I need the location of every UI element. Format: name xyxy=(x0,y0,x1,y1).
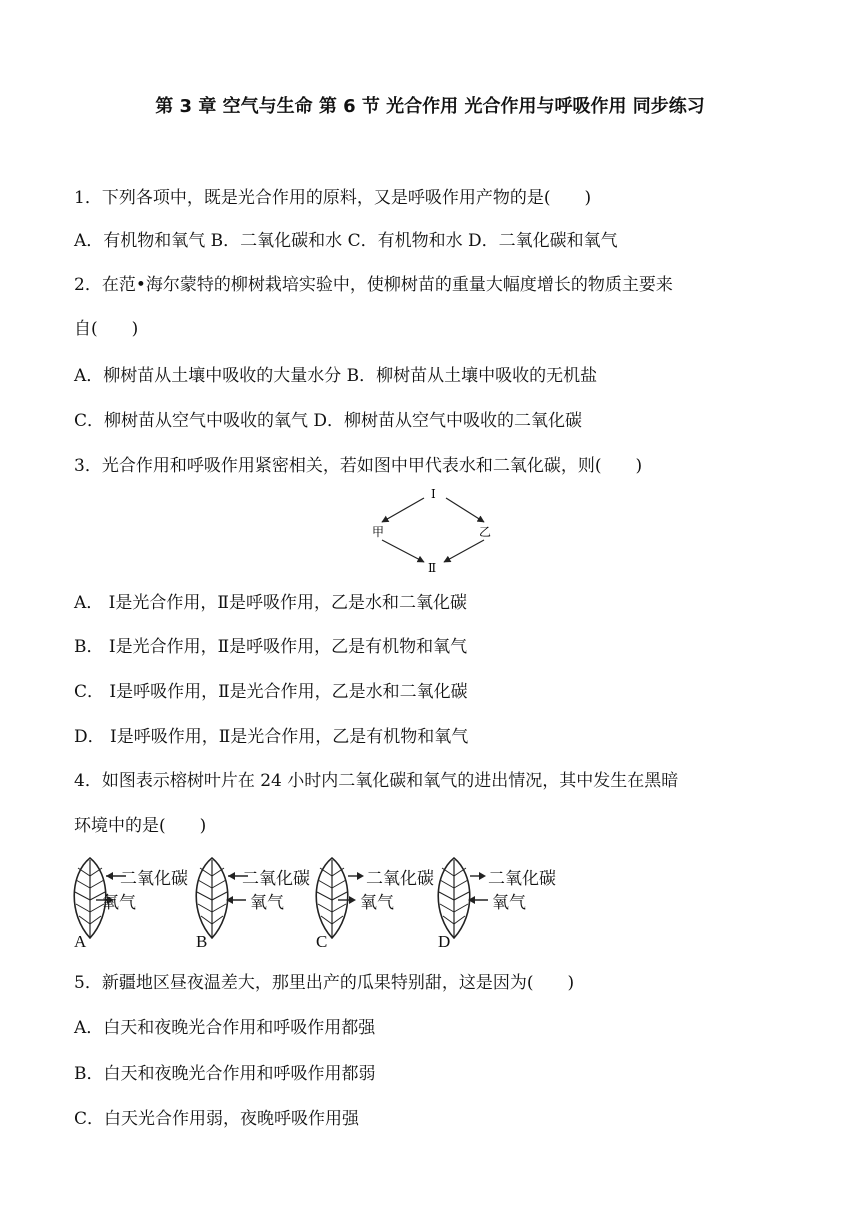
leaf-c-letter: C xyxy=(316,932,328,951)
question-3-stem: 3．光合作用和呼吸作用紧密相关，若如图中甲代表水和二氧化碳，则( ) xyxy=(74,456,643,476)
question-4-stem-cont: 环境中的是( ) xyxy=(74,816,207,836)
diagram-label-right: 乙 xyxy=(479,525,492,539)
diagram-label-bottom: Ⅱ xyxy=(428,561,437,574)
leaf-a-co2-label: 二氧化碳 xyxy=(120,869,188,889)
leaf-a-letter: A xyxy=(74,932,87,951)
question-3-option-c: C． Ⅰ是呼吸作用，Ⅱ是光合作用，乙是水和二氧化碳 xyxy=(74,682,468,702)
leaf-c-co2-label: 二氧化碳 xyxy=(366,869,434,889)
question-2-options-ab: A．柳树苗从土壤中吸收的大量水分 B．柳树苗从土壤中吸收的无机盐 xyxy=(74,366,598,386)
question-3-option-a: A． Ⅰ是光合作用，Ⅱ是呼吸作用，乙是水和二氧化碳 xyxy=(74,593,467,613)
leaf-d-o2-label: 氧气 xyxy=(492,893,526,913)
question-5-option-c: C．白天光合作用弱，夜晚呼吸作用强 xyxy=(74,1109,360,1129)
question-1-stem: 1．下列各项中，既是光合作用的原料，又是呼吸作用产物的是( ) xyxy=(74,188,592,208)
arrow-top-right xyxy=(446,498,484,522)
question-2-options-cd: C．柳树苗从空气中吸收的氧气 D．柳树苗从空气中吸收的二氧化碳 xyxy=(74,411,583,431)
question-3-option-b: B． Ⅰ是光合作用，Ⅱ是呼吸作用，乙是有机物和氧气 xyxy=(74,637,468,657)
question-5-option-b: B．白天和夜晚光合作用和呼吸作用都弱 xyxy=(74,1064,376,1084)
arrow-top-left xyxy=(382,498,424,522)
page-title: 第 3 章 空气与生命 第 6 节 光合作用 光合作用与呼吸作用 同步练习 xyxy=(155,96,705,117)
leaf-a-o2-label: 氧气 xyxy=(102,893,136,913)
diagram-label-left: 甲 xyxy=(372,525,385,539)
question-3-option-d: D． Ⅰ是呼吸作用，Ⅱ是光合作用，乙是有机物和氧气 xyxy=(74,727,469,747)
question-5-stem: 5．新疆地区昼夜温差大，那里出产的瓜果特别甜，这是因为( ) xyxy=(74,973,575,993)
question-2-stem-cont: 自( ) xyxy=(74,319,139,339)
question-1-options: A．有机物和氧气 B．二氧化碳和水 C．有机物和水 D．二氧化碳和氧气 xyxy=(74,231,618,251)
question-2-stem: 2．在范•海尔蒙特的柳树栽培实验中，使柳树苗的重量大幅度增长的物质主要来 xyxy=(74,275,673,295)
leaf-b-letter: B xyxy=(196,932,208,951)
leaf-d-letter: D xyxy=(438,932,451,951)
arrow-right-bottom xyxy=(444,540,484,562)
leaf-c-o2-label: 氧气 xyxy=(360,893,394,913)
question-5-option-a: A．白天和夜晚光合作用和呼吸作用都强 xyxy=(74,1018,376,1038)
diagram-label-top: Ⅰ xyxy=(431,487,436,501)
question-4-stem: 4．如图表示榕树叶片在 24 小时内二氧化碳和氧气的进出情况，其中发生在黑暗 xyxy=(74,771,679,791)
cycle-diagram xyxy=(360,484,510,574)
leaf-d-co2-label: 二氧化碳 xyxy=(488,869,556,889)
leaf-b-co2-label: 二氧化碳 xyxy=(242,869,310,889)
arrow-left-bottom xyxy=(382,540,424,562)
leaf-b-o2-label: 氧气 xyxy=(250,893,284,913)
